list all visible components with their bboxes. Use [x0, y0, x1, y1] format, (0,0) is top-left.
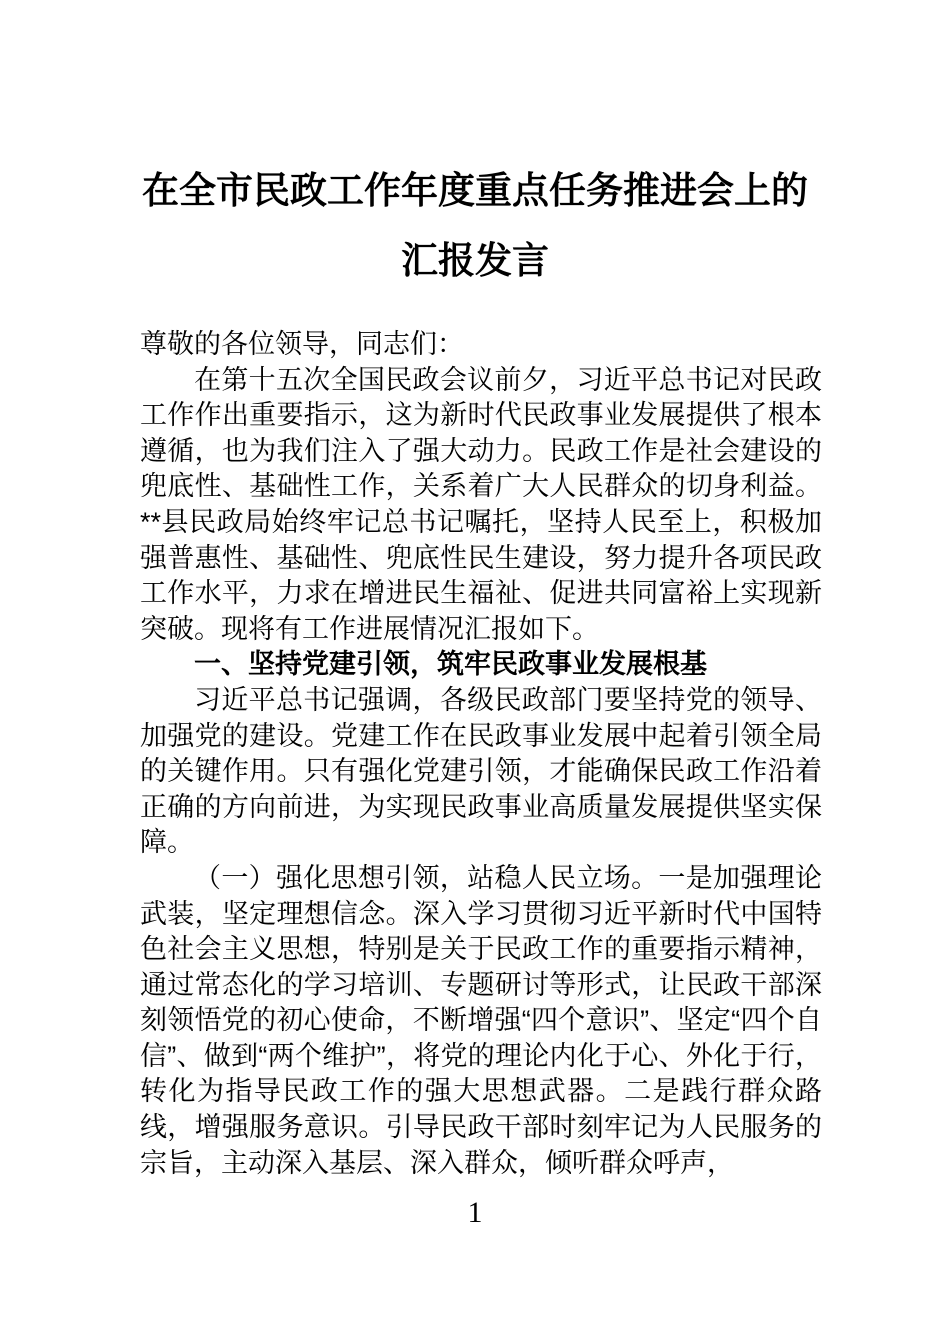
paragraph-introduction: 在第十五次全国民政会议前夕，习近平总书记对民政工作作出重要指示，这为新时代民政事业发展提供了根本遵循，也为我们注入了强大动力。民政工作是社会建设的兜底性、基础性工作，关系着广大人民群众的切身利益。**县民政局始终牢记总书记嘱托，坚持人民至上，积极加强普惠性、基础性、兜底性民生建设，努力提升各项民政工作水平，力求在增进民生福祉、促进共同富裕上实现新突破。现将有工作进展情况汇报如下。 [140, 364, 822, 644]
paragraph-party-building: 习近平总书记强调，各级民政部门要坚持党的领导、加强党的建设。党建工作在民政事业发展中起着引领全局的关键作用。只有强化党建引领，才能确保民政工作沿着正确的方向前进，为实现民政事业高质量发展提供坚实保障。 [140, 684, 822, 858]
salutation: 尊敬的各位领导，同志们： [140, 329, 464, 359]
paragraph-ideological-guidance: （一）强化思想引领，站稳人民立场。一是加强理论武装，坚定理想信念。深入学习贯彻习近平新时代中国特色社会主义思想，特别是关于民政工作的重要指示精神，通过常态化的学习培训、专题研讨等形式，让民政干部深刻领悟党的初心使命，不断增强“四个意识”、坚定“四个自信”、做到“两个维护”，将党的理论内化于心、外化于行，转化为指导民政工作的强大思想武器。二是践行群众路线，增强服务意识。引导民政干部时刻牢记为人民服务的宗旨，主动深入基层、深入群众，倾听群众呼声， [140, 862, 822, 1178]
title-line-2: 汇报发言 [401, 240, 549, 281]
section-heading-1: 一、坚持党建引领，筑牢民政事业发展根基 [194, 649, 707, 680]
document-title [0, 156, 950, 296]
document-body [140, 327, 822, 1181]
title-line-1: 在全市民政工作年度重点任务推进会上的 [142, 170, 808, 211]
page-number: 1 [467, 1196, 483, 1229]
